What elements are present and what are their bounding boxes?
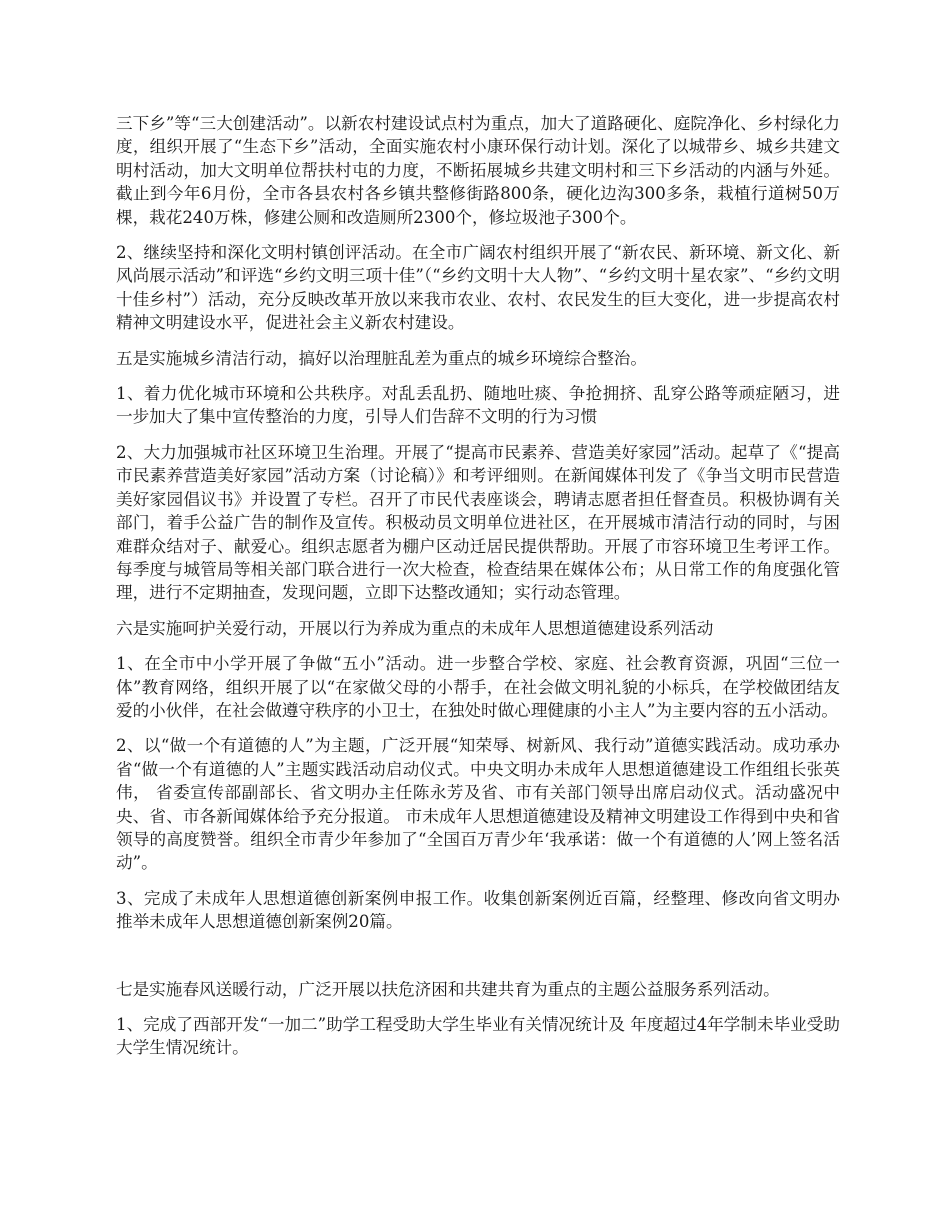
paragraph-civilized-village: 2、继续坚持和深化文明村镇创评活动。在全市广阔农村组织开展了“新农民、新环境、新文化、新风尚展示活动”和评选“乡约文明三项十佳”（“乡约文明十大人物”、“乡约文明十星农家”、“乡约文明十佳乡村”）活动，充分反映改革开放以来我市农业、农村、农民发生的巨大变化，进一步提高农村精神文明建设水平，促进社会主义新农村建设。 bbox=[116, 243, 840, 333]
paragraph-rural-cleanup: 三下乡”等“三大创建活动”。以新农村建设试点村为重点，加大了道路硬化、庭院净化、乡村绿化力度，组织开展了“生态下乡”活动，全面实施农村小康环保行动计划。深化了以城带乡、城乡共建文明村活动，加大文明单位帮扶村屯的力度，不断拓展城乡共建文明村和三下乡活动的内涵与外延。截止到今年6月份，全市各县农村各乡镇共整修街路800条，硬化边沟300多条，栽植行道树50万棵，栽花240万株，修建公厕和改造厕所2300个，修垃圾池子300个。 bbox=[116, 114, 840, 227]
paragraph-urban-order: 1、着力优化城市环境和公共秩序。对乱丢乱扔、随地吐痰、争抢拥挤、乱穿公路等顽症陋习，进一步加大了集中宣传整治的力度，引导人们告辞不文明的行为习惯 bbox=[116, 384, 840, 427]
paragraph-five-small: 1、在全市中小学开展了争做“五小”活动。进一步整合学校、家庭、社会教育资源，巩固“三位一体”教育网络，组织开展了以“在家做父母的小帮手，在社会做文明礼貌的小标兵，在学校做团结友爱的小伙伴，在社会做遵守秩序的小卫士，在独处时做心理健康的小主人”为主要内容的五小活动。 bbox=[116, 654, 840, 720]
document-body bbox=[116, 112, 840, 1072]
section-heading-seven: 七是实施春风送暖行动，广泛开展以扶危济困和共建共育为重点的主题公益服务系列活动。 bbox=[116, 979, 780, 999]
paragraph-innovation-cases: 3、完成了未成年人思想道德创新案例申报工作。收集创新案例近百篇，经整理、修改向省文明办推举未成年人思想道德创新案例20篇。 bbox=[116, 888, 840, 932]
paragraph-community-hygiene: 2、大力加强城市社区环境卫生治理。开展了“提高市民素养、营造美好家园”活动。起草了《“提高市民素养营造美好家园”活动方案（讨论稿）》和考评细则。在新闻媒体刊发了《争当文明市民营造美好家园倡议书》并设置了专栏。召开了市民代表座谈会，聘请志愿者担任督查员。积极协调有关部门，着手公益广告的制作及宣传。积极动员文明单位进社区，在开展城市清洁行动的同时，与困难群众结对子、献爱心。组织志愿者为棚户区动迁居民提供帮助。开展了市容环境卫生考评工作。每季度与城管局等相关部门联合进行一次大检查，检查结果在媒体公布；从日常工作的角度强化管理，进行不定期抽查，发现问题，立即下达整改通知；实行动态管理。 bbox=[116, 442, 840, 603]
paragraph-moral-person: 2、以“做一个有道德的人”为主题，广泛开展“知荣辱、树新风、我行动”道德实践活动。成功承办 省“做一个有道德的人”主题实践活动启动仪式。中央文明办未成年人思想道德建设工作组组长张英伟， 省委宣传部副部长、省文明办主任陈永芳及省、市有关部门领导出席启动仪式。活动盛况中央、省、市各新闻媒体给予充分报道。 市未成年人思想道德建设及精神文明建设工作得到中央和省领导的高度赞誉。组织全市青少年参加了“全国百万青少年‘我承诺：做一个有道德的人’网上签名活动”。 bbox=[116, 736, 840, 873]
section-heading-five: 五是实施城乡清洁行动，搞好以治理脏乱差为重点的城乡环境综合整治。 bbox=[116, 348, 647, 368]
section-heading-six: 六是实施呵护关爱行动，开展以行为养成为重点的未成年人思想道德建设系列活动 bbox=[116, 618, 714, 638]
paragraph-student-aid: 1、完成了西部开发“一加二”助学工程受助大学生毕业有关情况统计及 年度超过4年学制未毕业受助大学生情况统计。 bbox=[116, 1015, 840, 1058]
